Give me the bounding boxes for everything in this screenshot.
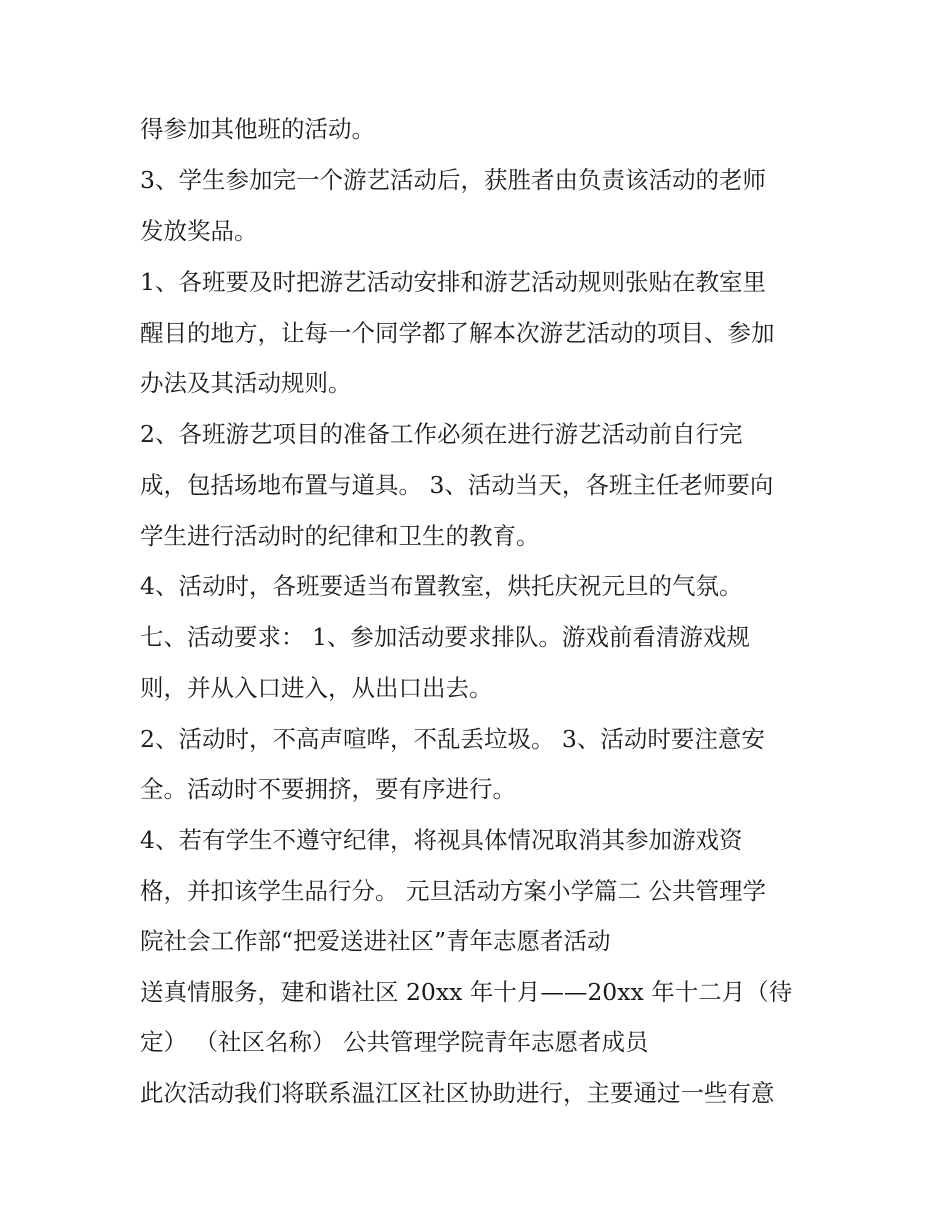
- text-line: 4、活动时，各班要适当布置教室，烘托庆祝元旦的气氛。: [140, 572, 743, 600]
- text-line: 院社会工作部“把爱送进社区”青年志愿者活动: [140, 927, 611, 955]
- text-line: 七、活动要求： 1、参加活动要求排队。游戏前看清游戏规: [140, 623, 750, 651]
- text-line: 学生进行活动时的纪律和卫生的教育。: [140, 522, 540, 550]
- text-line: 4、若有学生不遵守纪律，将视具体情况取消其参加游戏资: [140, 826, 743, 854]
- text-line: 2、各班游艺项目的准备工作必须在进行游艺活动前自行完: [140, 420, 743, 448]
- text-line: 定） （社区名称） 公共管理学院青年志愿者成员: [140, 1028, 649, 1056]
- text-line: 发放奖品。: [140, 217, 258, 245]
- text-line: 送真情服务，建和谐社区 20xx 年十月——20xx 年十二月（待: [140, 978, 793, 1006]
- text-line: 1、各班要及时把游艺活动安排和游艺活动规则张贴在教室里: [140, 268, 766, 296]
- text-line: 此次活动我们将联系温江区社区协助进行，主要通过一些有意: [140, 1079, 775, 1107]
- text-line: 全。活动时不要拥挤，要有序进行。: [140, 775, 516, 803]
- text-line: 格，并扣该学生品行分。 元旦活动方案小学篇二 公共管理学: [140, 877, 766, 905]
- text-line: 2、活动时，不高声喧哗，不乱丢垃圾。 3、活动时要注意安: [140, 725, 765, 753]
- text-line: 得参加其他班的活动。: [140, 115, 375, 143]
- text-line: 3、学生参加完一个游艺活动后，获胜者由负责该活动的老师: [140, 166, 766, 194]
- text-line: 则，并从入口进入，从出口出去。: [140, 674, 493, 702]
- text-line: 办法及其活动规则。: [140, 369, 352, 397]
- text-line: 成，包括场地布置与道具。 3、活动当天，各班主任老师要向: [140, 471, 774, 499]
- text-line: 醒目的地方，让每一个同学都了解本次游艺活动的项目、参加: [140, 319, 775, 347]
